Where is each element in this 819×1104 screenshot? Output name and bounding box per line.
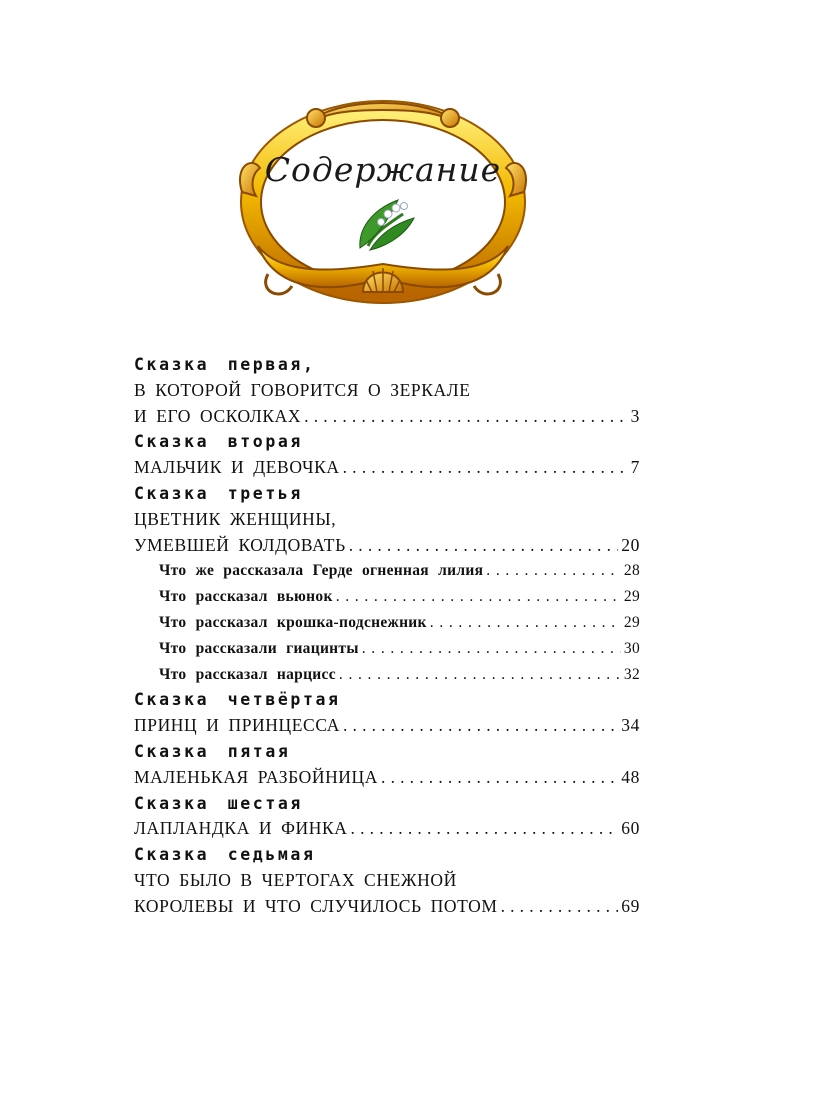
table-of-contents <box>134 352 640 920</box>
toc-title-tale4: ПРИНЦ И ПРИНЦЕССА <box>134 715 340 736</box>
page-number: 20 <box>621 534 640 555</box>
toc-subentry-label: Что рассказали гиацинты <box>159 639 359 657</box>
toc-entry-tale4[interactable] <box>134 713 640 739</box>
toc-heading-tale2: Сказка вторая <box>134 432 303 452</box>
toc-heading-tale1: Сказка первая, <box>134 355 316 374</box>
page-number: 32 <box>623 665 640 683</box>
page-number: 28 <box>623 562 640 580</box>
toc-subentry[interactable] <box>134 584 640 610</box>
page-title: Содержание <box>264 150 502 189</box>
toc-entry-tale3[interactable] <box>134 533 640 559</box>
toc-subentry-label: Что рассказал нарцисс <box>159 665 336 683</box>
toc-entry-tale5[interactable] <box>134 765 640 791</box>
page-number: 48 <box>621 766 640 787</box>
toc-title-tale1-line2: И ЕГО ОСКОЛКАХ <box>134 405 302 426</box>
toc-entry-tale1[interactable] <box>134 404 640 430</box>
toc-title-tale2: МАЛЬЧИК И ДЕВОЧКА <box>134 457 340 478</box>
lily-sprig-icon <box>360 200 414 250</box>
toc-subentry-label: Что же рассказала Герде огненная лилия <box>159 562 484 580</box>
toc-subentry-label: Что рассказал вьюнок <box>159 588 333 606</box>
toc-title-tale1-line1: В КОТОРОЙ ГОВОРИТСЯ О ЗЕРКАЛЕ <box>134 379 471 400</box>
page-number: 3 <box>630 405 640 426</box>
page-number: 29 <box>623 588 640 606</box>
dot-leader <box>486 558 621 584</box>
dot-leader <box>381 765 618 791</box>
toc-heading-tale6: Сказка шестая <box>134 793 303 813</box>
toc-title-tale7-line2: КОРОЛЕВЫ И ЧТО СЛУЧИЛОСЬ ПОТОМ <box>134 895 498 916</box>
toc-entry-tale7[interactable] <box>134 894 640 920</box>
dot-leader <box>349 533 619 559</box>
toc-heading-tale4: Сказка четвёртая <box>134 690 341 710</box>
toc-subentry[interactable] <box>134 558 640 584</box>
toc-heading-tale3: Сказка третья <box>134 483 303 503</box>
dot-leader <box>339 662 621 688</box>
page-number: 7 <box>630 457 640 478</box>
dot-leader <box>343 713 618 739</box>
page-number: 30 <box>623 639 640 657</box>
dot-leader <box>304 404 627 430</box>
toc-entry-tale6[interactable] <box>134 816 640 842</box>
dot-leader <box>362 636 621 662</box>
page-number: 34 <box>621 715 640 736</box>
toc-heading-tale7: Сказка седьмая <box>134 845 316 865</box>
toc-title-tale5: МАЛЕНЬКАЯ РАЗБОЙНИЦА <box>134 766 379 787</box>
title-cartouche <box>238 96 528 314</box>
toc-title-tale6: ЛАПЛАНДКА И ФИНКА <box>134 818 348 839</box>
toc-entry-tale2[interactable] <box>134 455 640 481</box>
dot-leader <box>501 894 619 920</box>
toc-heading-tale5: Сказка пятая <box>134 741 291 761</box>
page-number: 60 <box>621 818 640 839</box>
toc-subentry[interactable] <box>134 662 640 688</box>
dot-leader <box>430 610 621 636</box>
dot-leader <box>343 455 628 481</box>
ornate-frame-icon <box>238 96 528 314</box>
page-number: 29 <box>623 613 640 631</box>
dot-leader <box>336 584 621 610</box>
dot-leader <box>351 816 619 842</box>
toc-title-tale3-line1: ЦВЕТНИК ЖЕНЩИНЫ, <box>134 508 337 529</box>
toc-title-tale7-line1: ЧТО БЫЛО В ЧЕРТОГАХ СНЕЖНОЙ <box>134 869 457 890</box>
toc-subentry-label: Что рассказал крошка-подснежник <box>159 613 427 631</box>
toc-title-tale3-line2: УМЕВШЕЙ КОЛДОВАТЬ <box>134 534 346 555</box>
page-number: 69 <box>621 895 640 916</box>
toc-subentry[interactable] <box>134 636 640 662</box>
toc-subentry[interactable] <box>134 610 640 636</box>
